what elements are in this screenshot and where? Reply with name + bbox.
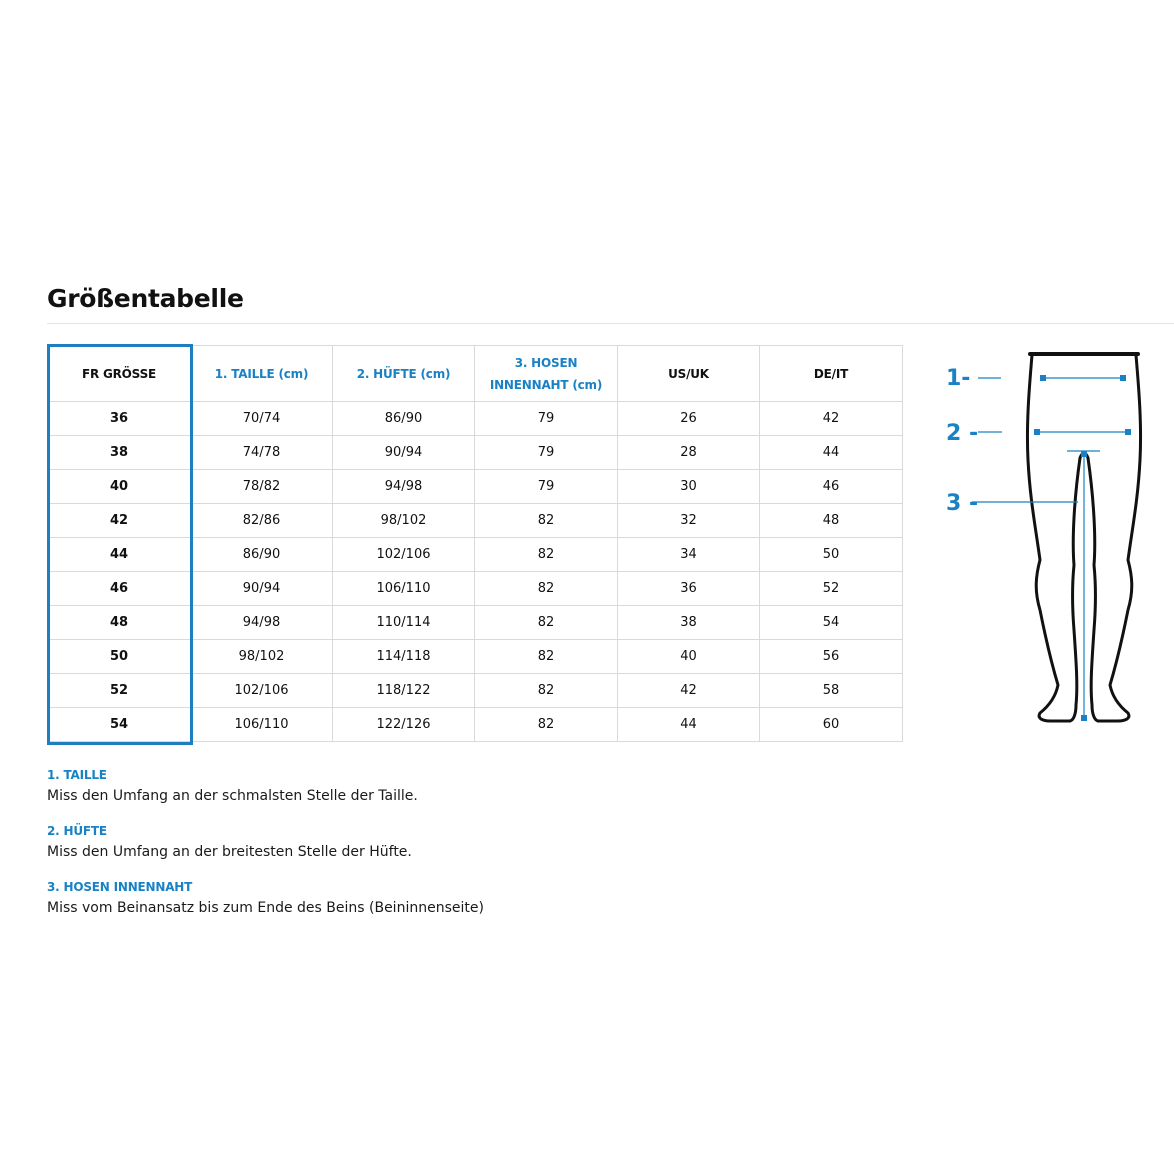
cell-fr-size: 46 [48,572,191,606]
cell-waist: 74/78 [191,436,333,470]
cell-de-it: 60 [760,708,903,742]
header-us-uk: US/UK [618,346,760,402]
cell-us-uk: 30 [618,470,760,504]
legs-measurement-icon [930,340,1160,740]
diagram-label-waist: 1- [946,366,971,391]
note-heading: 2. HÜFTE [47,824,107,838]
table-row [48,436,903,470]
diagram-label-hip: 2 - [946,421,979,446]
cell-inseam: 79 [475,436,618,470]
cell-hip: 98/102 [333,504,475,538]
cell-de-it: 54 [760,606,903,640]
cell-hip: 118/122 [333,674,475,708]
cell-de-it: 44 [760,436,903,470]
cell-waist: 70/74 [191,402,333,436]
note-heading: 3. HOSEN INNENNAHT [47,880,193,894]
header-inseam: 3. HOSEN INNENNAHT (cm) [475,346,618,402]
cell-fr-size: 36 [48,402,191,436]
cell-de-it: 46 [760,470,903,504]
cell-fr-size: 52 [48,674,191,708]
cell-fr-size: 42 [48,504,191,538]
cell-fr-size: 54 [48,708,191,742]
cell-fr-size: 44 [48,538,191,572]
cell-waist: 78/82 [191,470,333,504]
size-table [47,345,903,742]
cell-inseam: 82 [475,572,618,606]
cell-hip: 94/98 [333,470,475,504]
cell-de-it: 42 [760,402,903,436]
note-heading: 1. TAILLE [47,768,107,782]
table-row [48,470,903,504]
cell-inseam: 82 [475,606,618,640]
table-row [48,708,903,742]
cell-de-it: 50 [760,538,903,572]
cell-waist: 82/86 [191,504,333,538]
cell-inseam: 82 [475,674,618,708]
cell-waist: 94/98 [191,606,333,640]
cell-hip: 110/114 [333,606,475,640]
note-text: Miss den Umfang an der breitesten Stelle der Hüfte. [47,844,412,860]
cell-hip: 114/118 [333,640,475,674]
note-inseam [47,877,747,919]
note-text: Miss den Umfang an der schmalsten Stelle der Taille. [47,788,418,804]
cell-inseam: 79 [475,402,618,436]
cell-inseam: 79 [475,470,618,504]
cell-fr-size: 48 [48,606,191,640]
cell-de-it: 56 [760,640,903,674]
table-row [48,572,903,606]
header-de-it: DE/IT [760,346,903,402]
cell-us-uk: 34 [618,538,760,572]
cell-fr-size: 50 [48,640,191,674]
cell-de-it: 58 [760,674,903,708]
measurement-notes [47,765,747,933]
cell-hip: 86/90 [333,402,475,436]
cell-waist: 102/106 [191,674,333,708]
cell-waist: 90/94 [191,572,333,606]
table-row [48,674,903,708]
cell-us-uk: 32 [618,504,760,538]
cell-us-uk: 36 [618,572,760,606]
title-divider [47,323,1174,324]
header-hip: 2. HÜFTE (cm) [333,346,475,402]
table-row [48,402,903,436]
cell-us-uk: 40 [618,640,760,674]
note-hip [47,821,747,863]
header-waist: 1. TAILLE (cm) [191,346,333,402]
header-fr-size: FR GRÖSSE [48,346,191,402]
cell-us-uk: 28 [618,436,760,470]
table-row [48,538,903,572]
cell-hip: 122/126 [333,708,475,742]
note-text: Miss vom Beinansatz bis zum Ende des Beins (Beininnenseite) [47,900,484,916]
table-body [48,402,903,742]
page-title: Größentabelle [47,284,244,313]
cell-inseam: 82 [475,640,618,674]
table-row [48,606,903,640]
cell-waist: 106/110 [191,708,333,742]
cell-us-uk: 26 [618,402,760,436]
cell-us-uk: 44 [618,708,760,742]
table-header-row [48,346,903,402]
note-waist [47,765,747,807]
cell-hip: 102/106 [333,538,475,572]
cell-fr-size: 40 [48,470,191,504]
cell-waist: 86/90 [191,538,333,572]
table-row [48,640,903,674]
cell-hip: 90/94 [333,436,475,470]
cell-de-it: 52 [760,572,903,606]
cell-inseam: 82 [475,708,618,742]
cell-fr-size: 38 [48,436,191,470]
cell-us-uk: 42 [618,674,760,708]
cell-us-uk: 38 [618,606,760,640]
cell-de-it: 48 [760,504,903,538]
cell-hip: 106/110 [333,572,475,606]
cell-inseam: 82 [475,538,618,572]
cell-inseam: 82 [475,504,618,538]
cell-waist: 98/102 [191,640,333,674]
diagram-label-inseam: 3 - [946,491,979,516]
table-row [48,504,903,538]
